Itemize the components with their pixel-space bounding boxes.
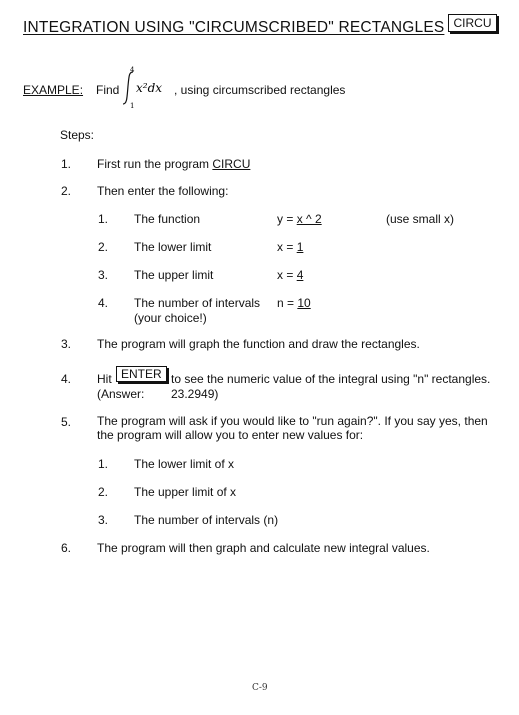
- example-find: Find: [96, 83, 120, 97]
- integral-upper-bound: 4: [130, 66, 135, 74]
- upper-limit-value: 4: [296, 268, 304, 282]
- page-number: C-9: [252, 683, 268, 693]
- lower-limit-lhs: x =: [277, 240, 297, 254]
- step-2-sub-3-label: The upper limit: [134, 268, 214, 282]
- step-6-number: 6.: [61, 541, 72, 555]
- step-2-sub-2-number: 2.: [98, 240, 109, 254]
- step-2-sub-2-label: The lower limit: [134, 240, 212, 254]
- step-1-program: CIRCU: [212, 157, 251, 171]
- lower-limit-value: 1: [296, 240, 304, 254]
- function-value: x ^ 2: [296, 212, 322, 226]
- step-2-sub-1-number: 1.: [98, 212, 109, 226]
- step-2-sub-1-note: (use small x): [386, 212, 455, 226]
- integral-lower-bound: 1: [130, 102, 135, 110]
- step-1-label: First run the program: [97, 157, 213, 171]
- steps-heading: Steps:: [60, 128, 95, 142]
- upper-limit-lhs: x =: [277, 268, 297, 282]
- step-1-text: [97, 157, 250, 171]
- step-2-sub-1-label: The function: [134, 212, 201, 226]
- integral-expression: [120, 66, 176, 110]
- step-5-line-2: the program will allow you to enter new values for:: [97, 428, 364, 442]
- step-2-number: 2.: [61, 184, 72, 198]
- step-2-sub-4-extra: (your choice!): [134, 311, 207, 325]
- step-4-text: to see the numeric value of the integral using "n" rectangles.: [171, 372, 491, 386]
- step-2-sub-4-entry: [277, 296, 311, 310]
- example-description: , using circumscribed rectangles: [174, 83, 346, 97]
- step-4-number: 4.: [61, 372, 72, 386]
- page-title: INTEGRATION USING "CIRCUMSCRIBED" RECTANGLES: [23, 19, 445, 36]
- step-5-sub-3-label: The number of intervals (n): [134, 513, 279, 527]
- enter-key: ENTER: [116, 366, 167, 382]
- integrand: x²dx: [136, 81, 163, 95]
- step-4-hit: Hit: [97, 372, 112, 386]
- step-2-sub-4-label: The number of intervals: [134, 296, 261, 310]
- program-badge: CIRCU: [448, 14, 497, 32]
- step-2-text: Then enter the following:: [97, 184, 229, 198]
- step-6-text: The program will then graph and calculate new integral values.: [97, 541, 430, 555]
- step-5-sub-2-number: 2.: [98, 485, 109, 499]
- step-3-number: 3.: [61, 337, 72, 351]
- step-5-sub-2-label: The upper limit of x: [134, 485, 237, 499]
- integral-sign-icon: [123, 72, 133, 104]
- step-5-sub-1-number: 1.: [98, 457, 109, 471]
- example-label: EXAMPLE:: [23, 83, 84, 97]
- step-2-sub-3-entry: [277, 268, 303, 282]
- step-1-number: 1.: [61, 157, 72, 171]
- step-5-sub-3-number: 3.: [98, 513, 109, 527]
- step-2-sub-2-entry: [277, 240, 303, 254]
- step-3-text: The program will graph the function and draw the rectangles.: [97, 337, 420, 351]
- step-2-sub-3-number: 3.: [98, 268, 109, 282]
- intervals-lhs: n =: [277, 296, 298, 310]
- step-5-number: 5.: [61, 415, 72, 429]
- step-5-line-1: The program will ask if you would like to "run again?". If you say yes, then: [97, 414, 488, 428]
- function-lhs: y =: [277, 212, 297, 226]
- answer-value: 23.2949): [171, 387, 219, 401]
- step-2-sub-4-number: 4.: [98, 296, 109, 310]
- intervals-value: 10: [297, 296, 311, 310]
- step-5-sub-1-label: The lower limit of x: [134, 457, 235, 471]
- answer-label: (Answer:: [97, 387, 145, 401]
- step-2-sub-1-entry: [277, 212, 322, 226]
